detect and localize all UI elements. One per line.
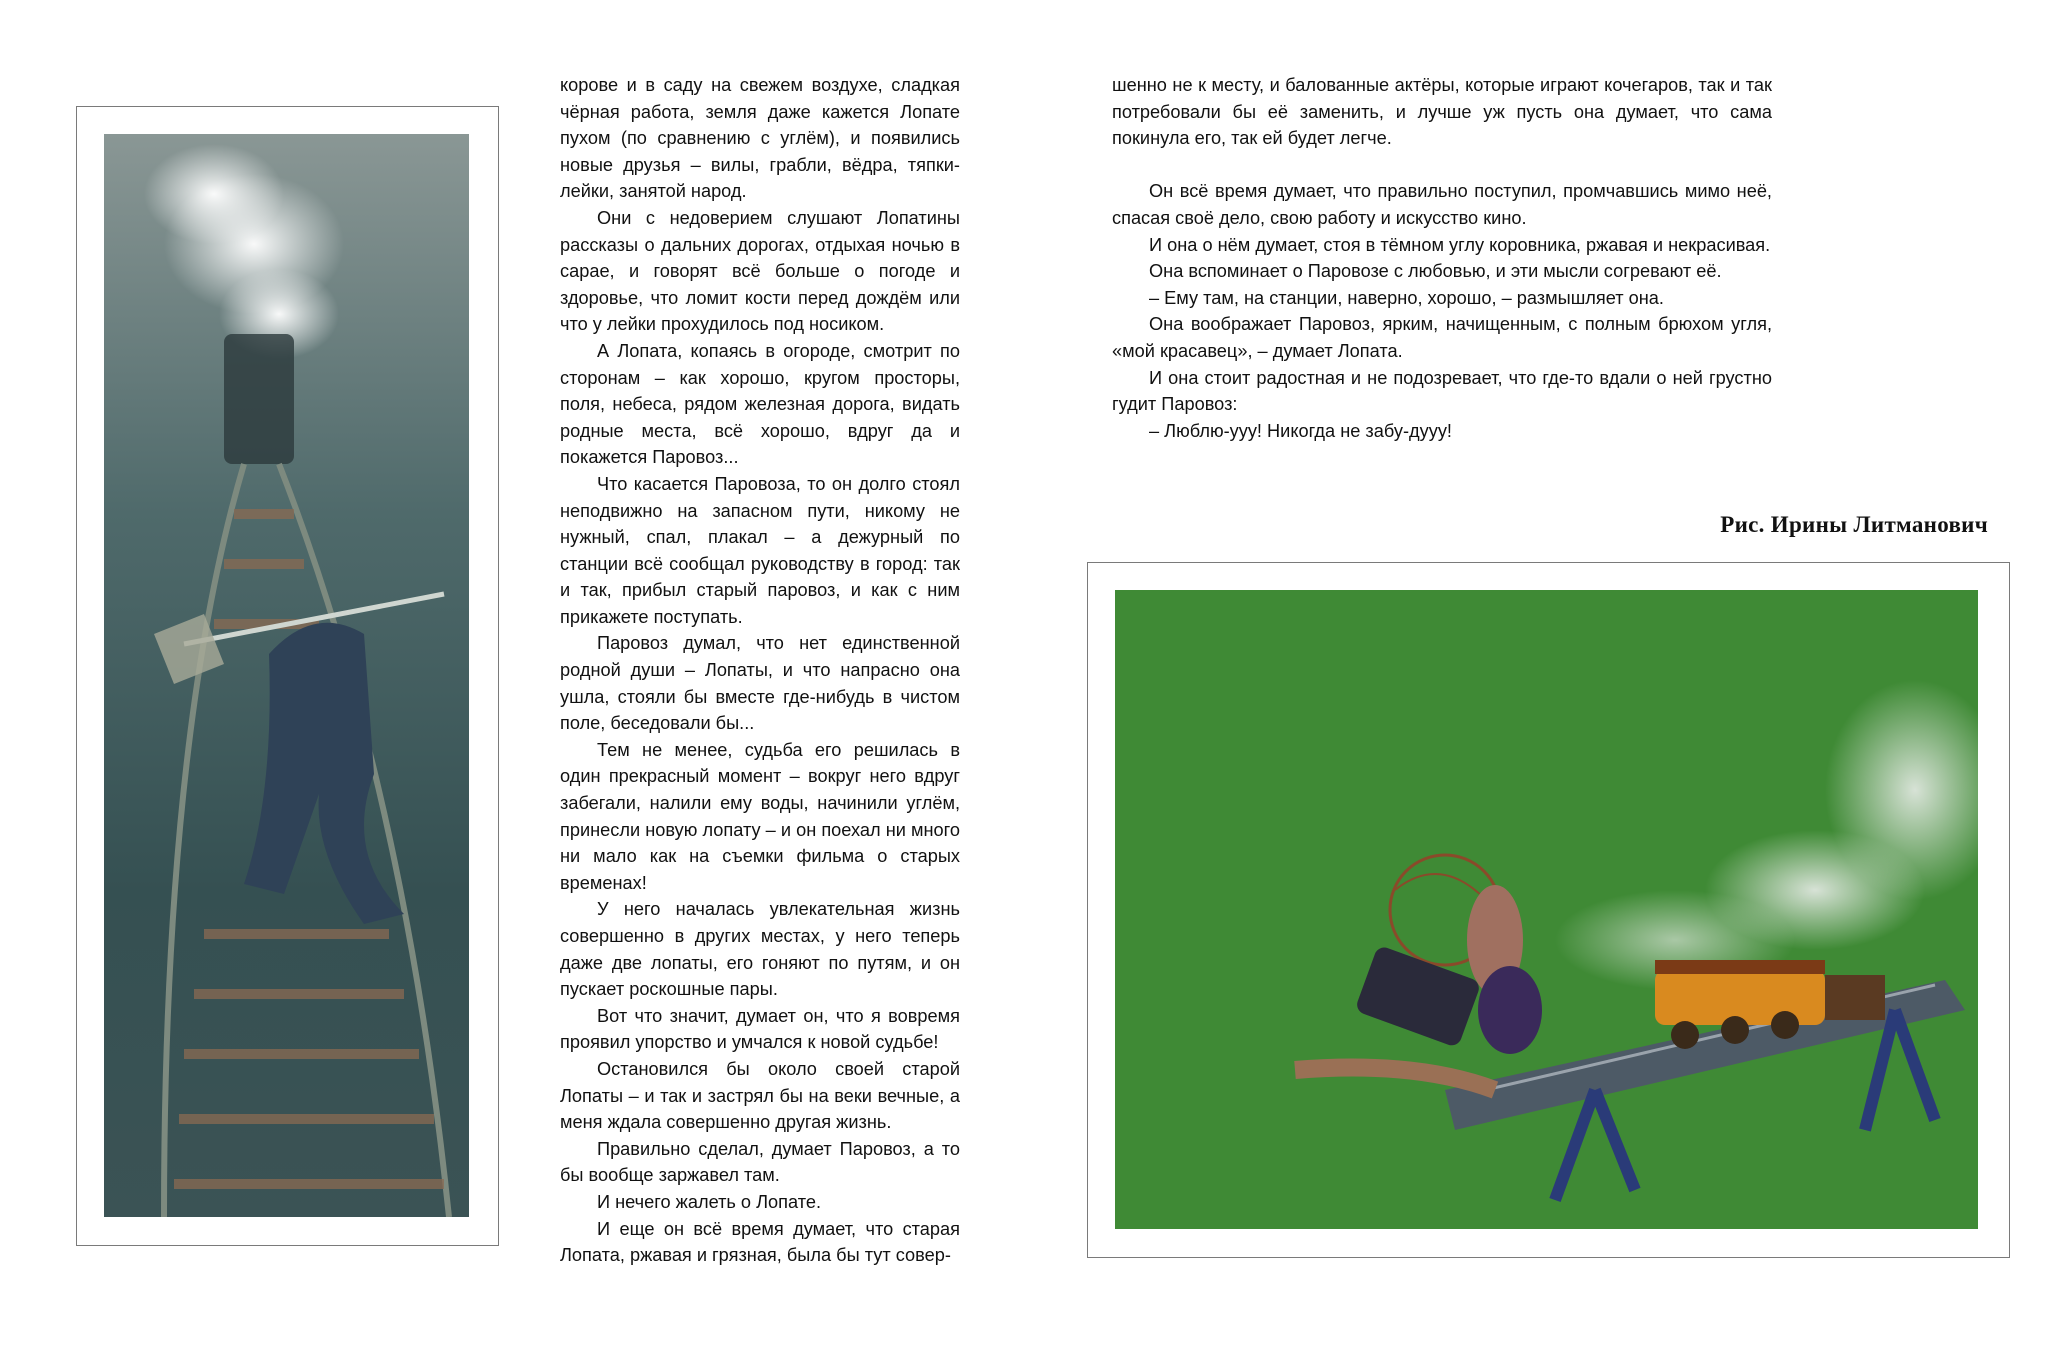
right-column-paragraph: Она воображает Паровоз, ярким, начищенным, с полным брюхом угля, «мой красавец», – думает Лопата.: [1112, 314, 1772, 361]
middle-column-paragraph: И еще он всё время думает, что старая Лопата, ржавая и грязная, была бы тут совер-: [560, 1218, 960, 1266]
middle-column-paragraph: Паровоз думал, что нет единственной родной души – Лопаты, и что напрасно она ушла, стояли бы вместе где-нибудь в чистом поле, беседовали бы...: [560, 633, 960, 734]
middle-column-paragraph: И нечего жалеть о Лопате.: [597, 1191, 822, 1212]
right-illustration-frame: [1087, 562, 2010, 1258]
middle-column-paragraph: Тем не менее, судьба его решилась в один прекрасный момент – вокруг него вдруг забегали, налили ему воды, начинили углём, принесли новую лопату – и он поехал ни много ни мало как на съемки фильма о старых временах!: [560, 739, 960, 893]
right-column-paragraph: шенно не к месту, и балованные актёры, которые играют кочегаров, так и так потребовали бы её заменить, и лучше уж пусть она думает, что сама покинула его, так ей будет легче.: [1112, 75, 1772, 149]
right-column-paragraph: И она о нём думает, стоя в тёмном углу коровника, ржавая и некрасивая.: [1149, 234, 1771, 255]
toy-locomotive-illustration: [1115, 590, 1978, 1229]
middle-text-column: [560, 72, 960, 1269]
middle-column-paragraph: Остановился бы около своей старой Лопаты – и так и застрял бы на веки вечные, а меня ждала совершенно другая жизнь.: [560, 1058, 960, 1133]
illustration-credit: Рис. Ирины Литманович: [1720, 512, 1988, 537]
middle-column-paragraph: корове и в саду на свежем воздухе, сладкая чёрная работа, земля даже кажется Лопате пухом (по сравнению с углём), и появились новые друзья – вилы, грабли, вёдра, тяпки-лейки, занятой народ.: [560, 75, 960, 202]
middle-column-paragraph: А Лопата, копаясь в огороде, смотрит по сторонам – как хорошо, кругом просторы, поля, небеса, рядом железная дорога, видать родные места, всё хорошо, вдруг да и покажется Паровоз...: [560, 340, 960, 468]
right-column-paragraph: Он всё время думает, что правильно поступил, промчавшись мимо неё, спасая своё дело, свою работу и искусство кино.: [1112, 181, 1772, 228]
right-text-column: [1112, 72, 1772, 444]
middle-column-paragraph: Вот что значит, думает он, что я вовремя проявил упорство и умчался к новой судьбе!: [560, 1005, 960, 1053]
left-illustration-frame: [76, 106, 499, 1246]
shovel-on-track-illustration: [104, 134, 469, 1217]
middle-column-paragraph: У него началась увлекательная жизнь совершенно в других местах, у него теперь даже две лопаты, его гоняют по путям, и он пускает роскошные пары.: [560, 899, 960, 1000]
right-column-paragraph: Она вспоминает о Паровозе с любовью, и эти мысли согревают её.: [1149, 261, 1722, 282]
middle-column-paragraph: Правильно сделал, думает Паровоз, а то бы вообще заржавел там.: [560, 1138, 960, 1186]
right-column-paragraph: – Ему там, на станции, наверно, хорошо, – размышляет она.: [1149, 287, 1664, 308]
right-column-paragraph: – Люблю-ууу! Никогда не забу-дууу!: [1149, 420, 1452, 441]
right-column-paragraph: И она стоит радостная и не подозревает, что где-то вдали о ней грустно гудит Паровоз:: [1112, 367, 1772, 415]
middle-column-paragraph: Они с недоверием слушают Лопатины рассказы о дальних дорогах, отдыхая ночью в сарае, и говорят всё больше о погоде и здоровье, что ломит кости перед дождём или что у лейки прохудилось под носиком.: [560, 207, 960, 335]
middle-column-paragraph: Что касается Паровоза, то он долго стоял неподвижно на запасном пути, никому не нужный, спал, плакал – а дежурный по станции всё сообщал руководству в город: так и так, прибыл старый паровоз, и как с ним прикажете поступать.: [560, 473, 960, 627]
